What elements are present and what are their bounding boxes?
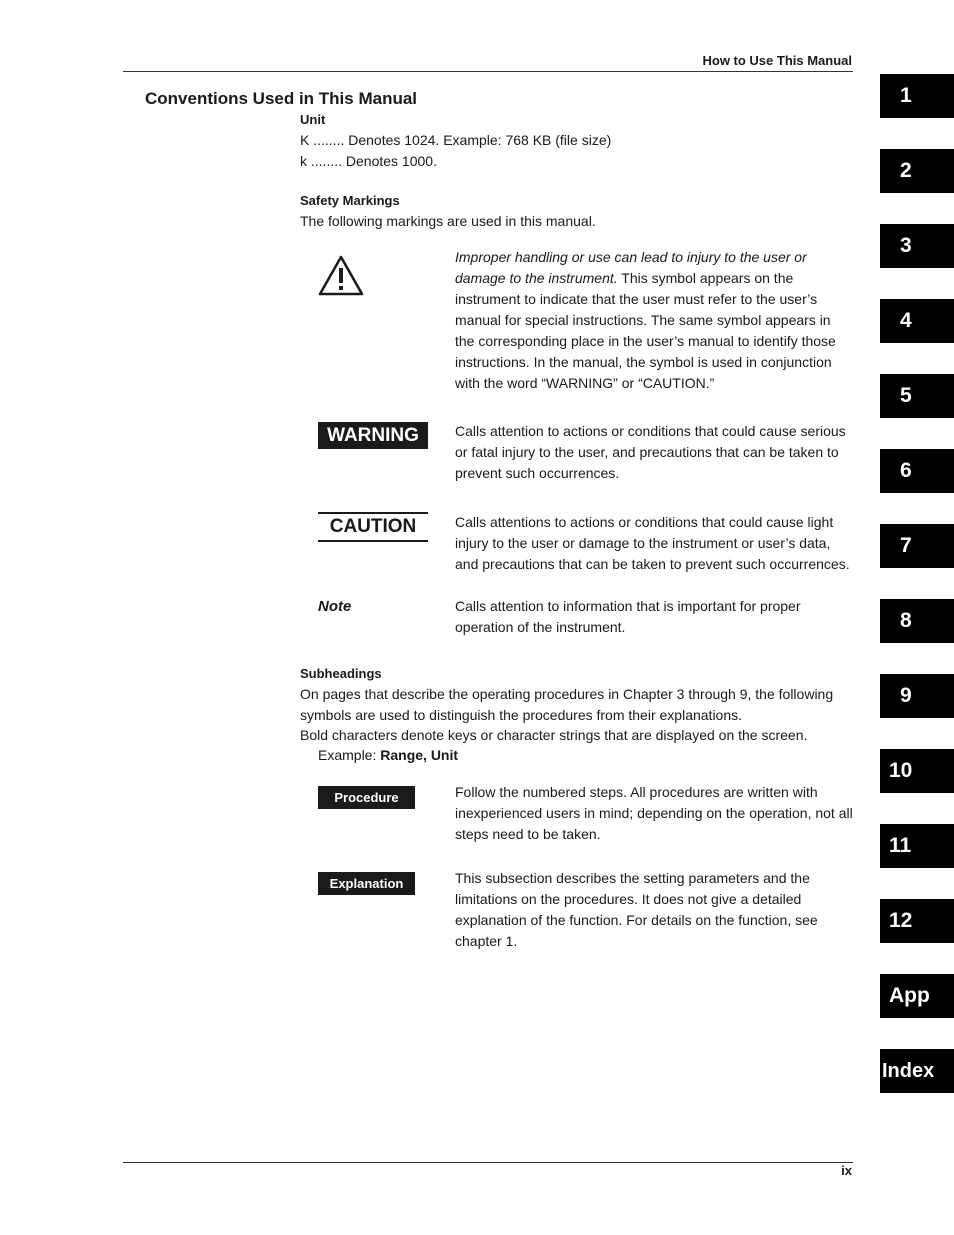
explanation-description: This subsection describes the setting parameters and the limitations on the procedures. It does not give a detailed explanation of the function. For details on the function, see chapter 1.: [455, 870, 818, 949]
symbol-description-text: This symbol appears on the instrument to indicate that the user must refer to the user’s manual for special instructions. The same symbol appears in the corresponding place in the user’s manual to identify those instructions. In the manual, the symbol is used in conjunction with the word “WARNING” or “CAUTION.”: [455, 270, 836, 391]
note-label: Note: [318, 598, 352, 615]
chapter-tab-1[interactable]: 1: [880, 74, 954, 118]
chapter-tab-6[interactable]: 6: [880, 449, 954, 493]
subheadings-example: [318, 745, 458, 766]
chapter-tab-7[interactable]: 7: [880, 524, 954, 568]
chapter-tab-8[interactable]: 8: [880, 599, 954, 643]
safety-intro: The following markings are used in this manual.: [300, 213, 596, 229]
chapter-tab-3[interactable]: 3: [880, 224, 954, 268]
chapter-tab-4[interactable]: 4: [880, 299, 954, 343]
unit-heading: Unit: [300, 112, 326, 127]
safety-heading: Safety Markings: [300, 193, 400, 208]
caution-description: Calls attentions to actions or conditions that could cause light injury to the user or damage to the instrument or user’s data, and precautions that can be taken to prevent such occurrences.: [455, 514, 850, 572]
warning-label: WARNING: [318, 422, 428, 449]
note-description: Calls attention to information that is important for proper operation of the instrument.: [455, 598, 801, 635]
caution-triangle-icon: [318, 254, 364, 301]
symbol-description: [455, 247, 853, 394]
chapter-tab-10[interactable]: 10: [880, 749, 954, 793]
running-header: How to Use This Manual: [702, 53, 852, 68]
explanation-label: Explanation: [318, 872, 415, 895]
unit-line-k-upper: K ........ Denotes 1024. Example: 768 KB (file size): [300, 132, 612, 148]
procedure-description: Follow the numbered steps. All procedures are written with inexperienced users in mind; depending on the operation, not all steps need to be taken.: [455, 784, 853, 842]
page-number: ix: [841, 1163, 852, 1178]
symbol-description-italic: Improper handling or use can lead to injury to the user or damage to the instrument.: [455, 249, 807, 286]
example-prefix: Example:: [318, 747, 381, 763]
chapter-tab-11[interactable]: 11: [880, 824, 954, 868]
subheadings-heading: Subheadings: [300, 666, 382, 681]
caution-label: CAUTION: [318, 512, 428, 542]
example-bold: Range, Unit: [380, 747, 459, 763]
chapter-tab-12[interactable]: 12: [880, 899, 954, 943]
section-title: Conventions Used in This Manual: [145, 89, 418, 108]
unit-line-k-lower: k ........ Denotes 1000.: [300, 153, 437, 169]
procedure-label: Procedure: [318, 786, 415, 809]
header-rule: [123, 71, 853, 72]
chapter-tab-index[interactable]: Index: [880, 1049, 954, 1093]
chapter-tab-9[interactable]: 9: [880, 674, 954, 718]
warning-description: Calls attention to actions or conditions that could cause serious or fatal injury to the user, and precautions that can be taken to prevent such occurrences.: [455, 423, 846, 481]
subheadings-para1: On pages that describe the operating procedures in Chapter 3 through 9, the following symbols are used to distinguish the procedures from their explanations.: [300, 686, 834, 723]
footer-rule: [123, 1162, 853, 1163]
chapter-tab-5[interactable]: 5: [880, 374, 954, 418]
subheadings-para2: Bold characters denote keys or character strings that are displayed on the screen.: [300, 727, 808, 743]
chapter-tab-app[interactable]: App: [880, 974, 954, 1018]
chapter-tab-2[interactable]: 2: [880, 149, 954, 193]
